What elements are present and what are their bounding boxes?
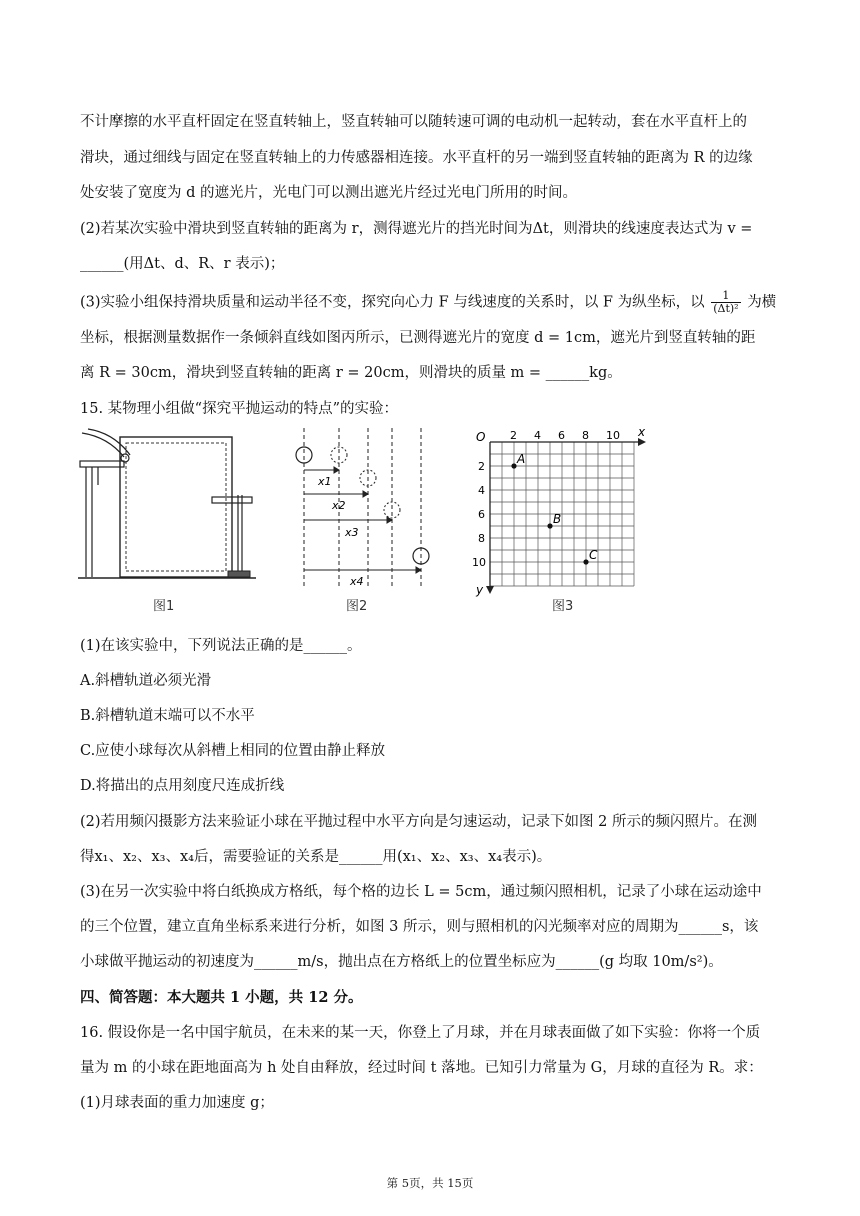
intro-line-3: 处安装了宽度为 d 的遮光片，光电门可以测出遮光片经过光电门所用的时间。 xyxy=(80,185,577,201)
intro-line-2: 滑块，通过细线与固定在竖直转轴上的力传感器相连接。水平直杆的另一端到竖直转轴的距离为 R 的边缘 xyxy=(80,150,753,166)
q15-option-b: B.斜槽轨道末端可以不水平 xyxy=(80,708,255,724)
figure-3-caption: 图3 xyxy=(552,599,574,614)
data-point-b xyxy=(547,523,552,528)
intro-line-1: 不计摩擦的水平直杆固定在竖直转轴上，竖直转轴可以随转速可调的电动机一起转动，套在水平直杆上的 xyxy=(80,114,747,130)
fig2-label-x2: x2 xyxy=(332,499,346,512)
q14-part2-line-1: (2)若某次实验中滑块到竖直转轴的距离为 r，测得遮光片的挡光时间为Δt，则滑块的线速度表达式为 v = xyxy=(80,221,753,237)
q15-option-d: D.将描出的点用刻度尺连成折线 xyxy=(80,778,285,794)
y-tick-label: 6 xyxy=(478,508,485,521)
fraction-numerator: 1 xyxy=(711,290,740,303)
data-point-c xyxy=(583,559,588,564)
q16-line-3: (1)月球表面的重力加速度 g； xyxy=(80,1095,274,1111)
x-tick-label: 6 xyxy=(558,429,565,442)
data-point-label-b: B xyxy=(553,512,562,526)
fig2-label-x4: x4 xyxy=(350,575,364,588)
y-tick-label: 10 xyxy=(472,556,486,569)
x-tick-label: 8 xyxy=(582,429,589,442)
data-point-a xyxy=(511,463,516,468)
q14-part3-text-b: 为横 xyxy=(747,294,777,311)
q16-line-2: 量为 m 的小球在距地面高为 h 处自由释放，经过时间 t 落地。已知引力常量为 G，月球的直径为 R。求： xyxy=(80,1060,763,1076)
q15-title: 15. 某物理小组做“探究平抛运动的特点”的实验： xyxy=(80,401,398,417)
x-tick-labels xyxy=(510,429,620,442)
figure-3-grid xyxy=(470,428,690,598)
y-tick-labels xyxy=(472,460,486,569)
q14-part3-line-2: 坐标，根据测量数据作一条倾斜直线如图丙所示，已测得遮光片的宽度 d = 1cm，遮光片到竖直转轴的距 xyxy=(80,330,756,346)
y-tick-label: 2 xyxy=(478,460,485,473)
y-tick-label: 4 xyxy=(478,484,485,497)
fig3-origin: O xyxy=(476,430,486,444)
fraction-denominator: (Δt)² xyxy=(713,302,739,315)
data-point-label-a: A xyxy=(517,452,526,466)
fig3-y-axis-label: y xyxy=(476,583,484,597)
q15-part3-line-2: 的三个位置，建立直角坐标系来进行分析，如图 3 所示，则与照相机的闪光频率对应的周期为______s，该 xyxy=(80,919,759,935)
q14-part2-line-2: ______(用Δt、d、R、r 表示)； xyxy=(80,256,285,272)
fraction xyxy=(711,290,740,315)
section-4-heading: 四、简答题：本大题共 1 小题，共 12 分。 xyxy=(80,989,363,1006)
y-tick-label: 8 xyxy=(478,532,485,545)
q14-part3-line-3: 离 R = 30cm，滑块到竖直转轴的距离 r = 20cm，则滑块的质量 m = ______kg。 xyxy=(80,365,622,381)
x-tick-label: 10 xyxy=(606,429,620,442)
q15-part2-line-2: 得x₁、x₂、x₃、x₄后，需要验证的关系是______用(x₁、x₂、x₃、x₄表示)。 xyxy=(80,849,552,865)
figure-1-apparatus xyxy=(78,425,258,585)
q14-part3-line-1 xyxy=(80,290,776,315)
figure-2-caption: 图2 xyxy=(346,599,368,614)
fig2-label-x3: x3 xyxy=(345,526,359,539)
figure-2-strobe xyxy=(290,428,440,590)
q14-part3-text-a: (3)实验小组保持滑块质量和运动半径不变，探究向心力 F 与线速度的关系时，以 F 为纵坐标，以 xyxy=(80,294,705,311)
x-tick-label: 2 xyxy=(510,429,517,442)
figure-1-caption: 图1 xyxy=(153,599,175,614)
grid-lines xyxy=(490,442,634,586)
q15-part3-line-1: (3)在另一次实验中将白纸换成方格纸，每个格的边长 L = 5cm，通过频闪照相机，记录了小球在运动途中 xyxy=(80,884,762,900)
q15-option-a: A.斜槽轨道必须光滑 xyxy=(80,673,212,689)
page-footer: 第 5页，共 15页 xyxy=(386,1176,474,1190)
fig3-x-axis-label: x xyxy=(638,428,646,439)
fig2-label-x1: x1 xyxy=(318,475,332,488)
q15-part2-line-1: (2)若用频闪摄影方法来验证小球在平抛过程中水平方向是匀速运动，记录下如图 2 所示的频闪照片。在测 xyxy=(80,814,757,830)
data-point-label-c: C xyxy=(589,548,598,562)
data-points xyxy=(511,452,598,565)
q15-part1: (1)在该实验中，下列说法正确的是______。 xyxy=(80,638,362,654)
q15-option-c: C.应使小球每次从斜槽上相同的位置由静止释放 xyxy=(80,743,386,759)
q16-line-1: 16. 假设你是一名中国宇航员，在未来的某一天，你登上了月球，并在月球表面做了如下实验：你将一个质 xyxy=(80,1025,761,1041)
x-tick-label: 4 xyxy=(534,429,541,442)
q15-part3-line-3: 小球做平抛运动的初速度为______m/s，抛出点在方格纸上的位置坐标应为______(g 均取 10m/s²)。 xyxy=(80,954,723,970)
